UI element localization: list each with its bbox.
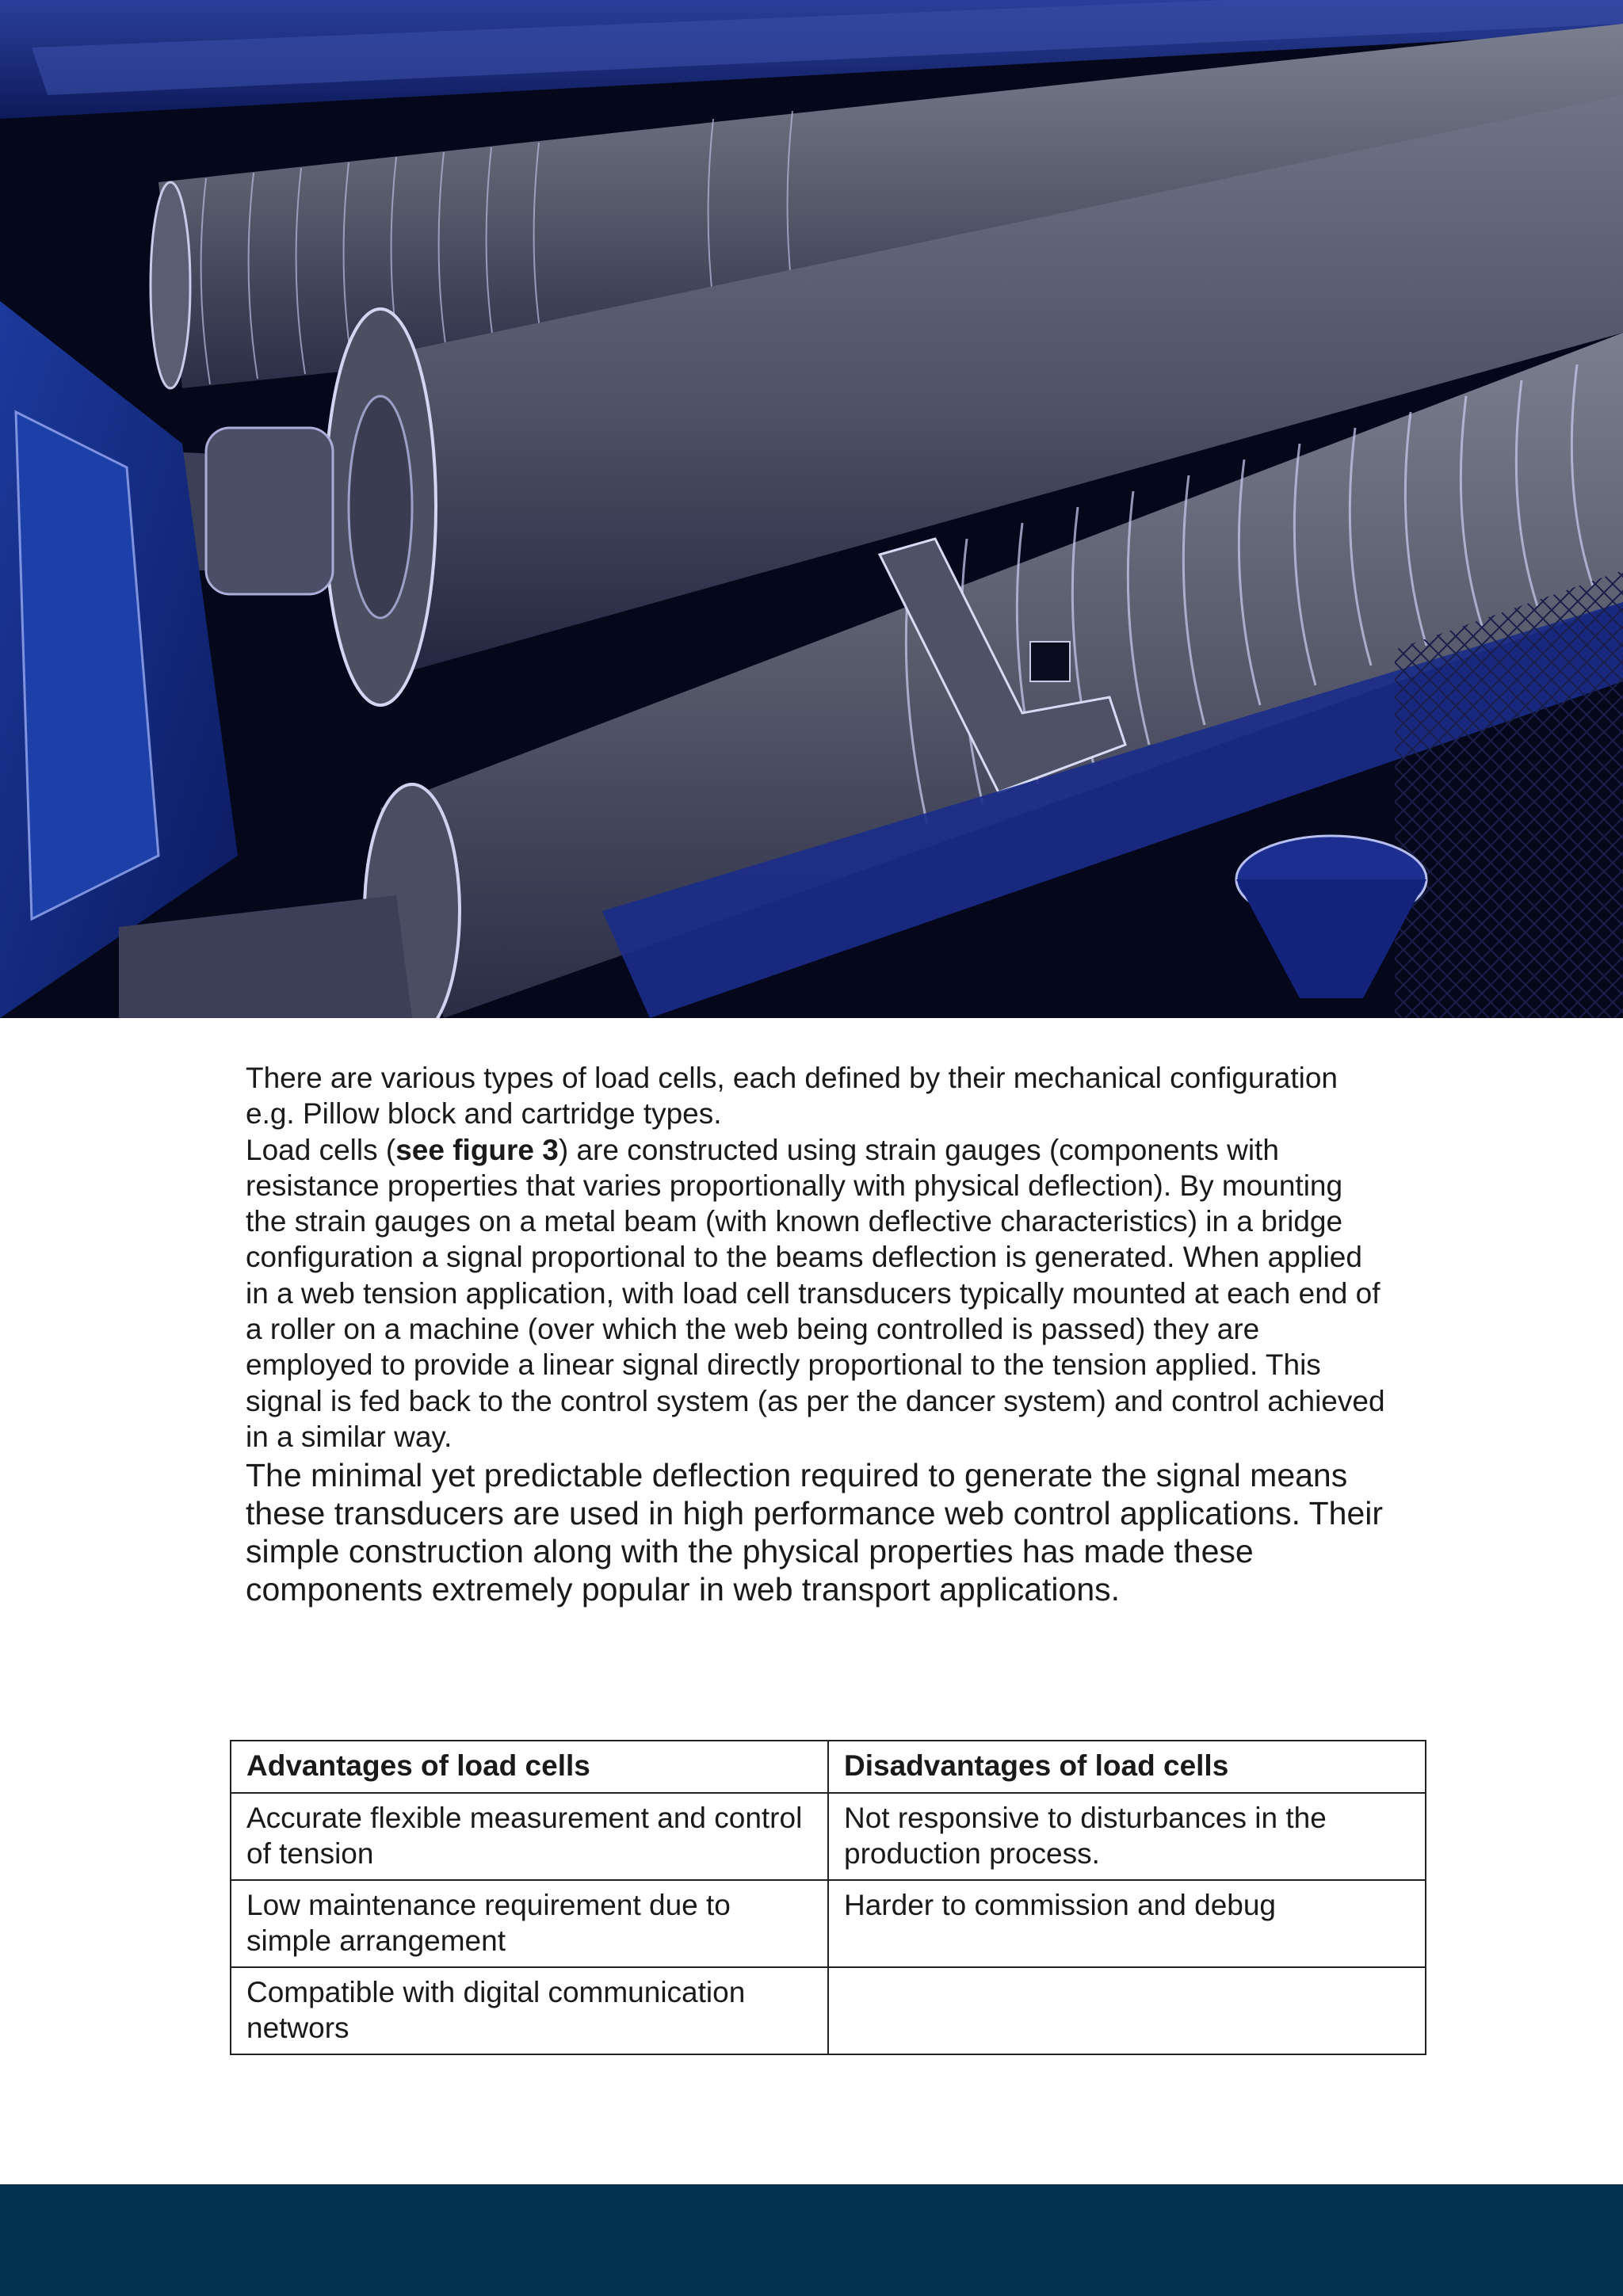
header-advantages: Advantages of load cells <box>231 1741 828 1793</box>
disadvantage-cell: Harder to commission and debug <box>828 1880 1426 1967</box>
advantage-cell: Accurate flexible measurement and control of tension <box>231 1793 828 1880</box>
advantages-disadvantages-table <box>230 1740 1426 2055</box>
table-header-row <box>231 1741 1426 1793</box>
footer-band <box>0 2184 1623 2296</box>
paragraph-deflection: The minimal yet predictable deflection required to generate the signal means these transducers are used in high performance web control applications. Their simple construction along with the physical properties has made these components extremely popular in web transport applications. <box>246 1457 1384 1608</box>
figure-reference: see figure 3 <box>395 1133 559 1166</box>
disadvantage-cell <box>828 1967 1426 2054</box>
machine-rollers-image <box>0 0 1623 1018</box>
para2-body-text: ) are constructed using strain gauges (components with resistance properties that varies proportionally with physical deflection). By mounting the strain gauges on a metal beam (with known deflective characteristics) in a bridge configuration a signal proportional to the beams deflection is generated. When applied in a web tension application, with load cell transducers typically mounted at each end of a roller on a machine (over which the web being controlled is passed) they are employed to provide a linear signal directly proportional to the tension applied. This signal is fed back to the control system (as per the dancer system) and control achieved in a similar way. <box>246 1133 1385 1453</box>
disadvantage-cell: Not responsive to disturbances in the production process. <box>828 1793 1426 1880</box>
advantage-cell: Compatible with digital communication networs <box>231 1967 828 2054</box>
article-body <box>246 1060 1387 1608</box>
table-row <box>231 1793 1426 1880</box>
header-disadvantages: Disadvantages of load cells <box>828 1741 1426 1793</box>
para2-lead-text: Load cells ( <box>246 1133 396 1166</box>
advantage-cell: Low maintenance requirement due to simple arrangement <box>231 1880 828 1967</box>
hero-machine-image <box>0 0 1623 1018</box>
paragraph-load-cell-types: There are various types of load cells, each defined by their mechanical configuration e.g. Pillow block and cartridge types. <box>246 1062 1338 1131</box>
table-row <box>231 1880 1426 1967</box>
table-row <box>231 1967 1426 2054</box>
paragraph-load-cell-construction <box>246 1132 1387 1455</box>
